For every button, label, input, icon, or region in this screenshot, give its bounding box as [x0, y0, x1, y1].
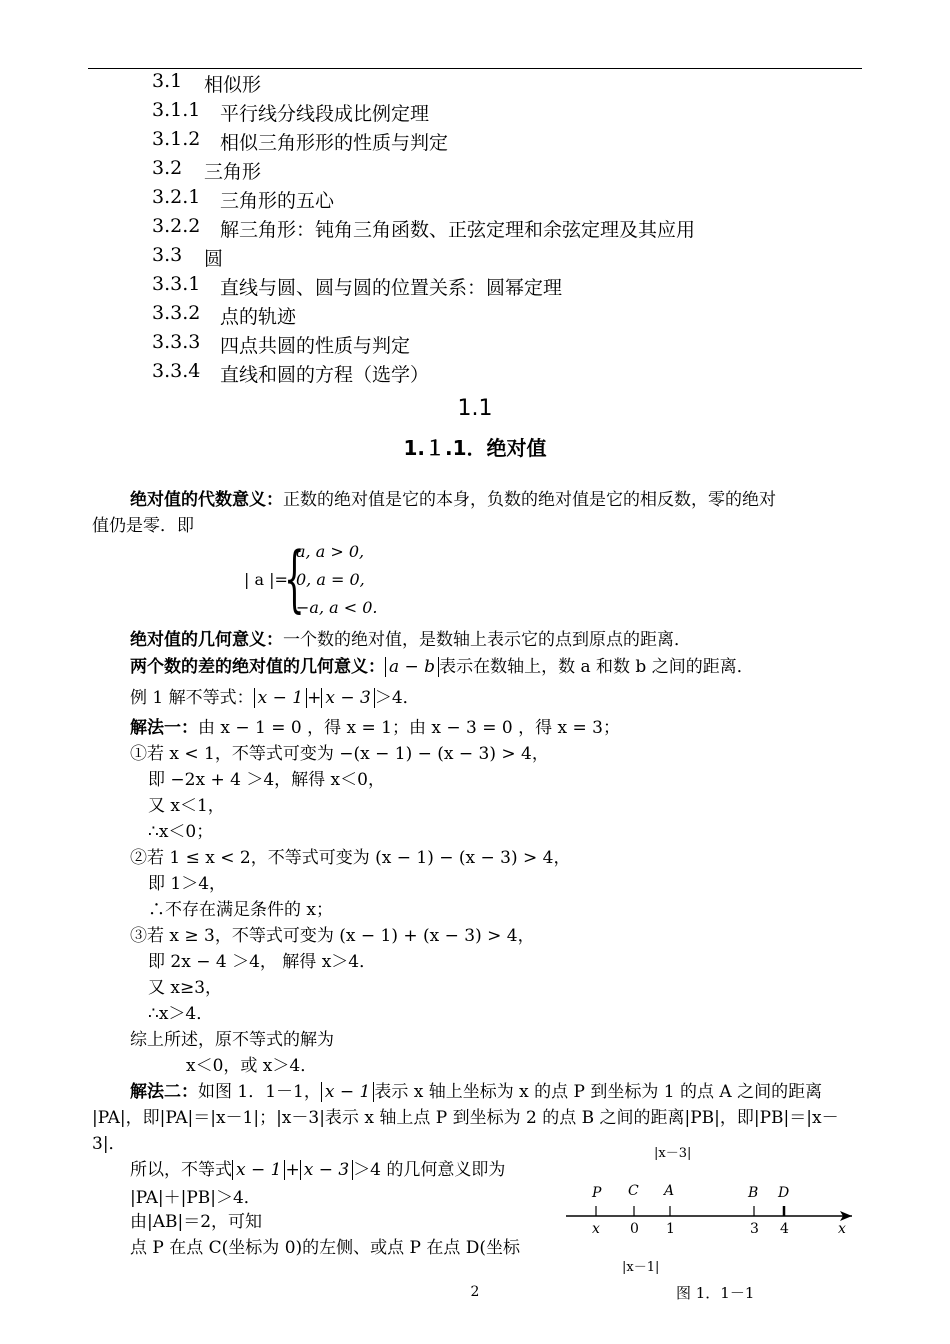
example-label: 例 1 [130, 688, 164, 708]
method1-line: 即 2x − 4 ＞4， 解得 x＞4． [148, 952, 377, 972]
method2-text: 所以，不等式 [130, 1160, 232, 1180]
section-heading: 1.１.1．绝对值 [403, 436, 547, 460]
toc-num: 3.1.1 [152, 99, 201, 121]
difference-text: 表示在数轴上，数 a 和数 b 之间的距离． [439, 657, 754, 677]
toc-num: 3.3.2 [152, 302, 201, 324]
toc-title: 圆 [204, 248, 224, 270]
example-1: 例 1 解不等式： x − 1 + x − 3 ＞4． [130, 688, 420, 708]
method2-text: 如图 1．1－1， [198, 1082, 321, 1102]
method2-text: 表示 x 轴上坐标为 x 的点 P 到坐标为 1 的点 A 之间的距离 [374, 1082, 823, 1102]
example-prompt: 解不等式： [168, 688, 254, 708]
method2-line-5: |PA|＋|PB|＞4． [130, 1188, 261, 1208]
point-label-c: C [628, 1183, 639, 1199]
header-rule [88, 68, 862, 69]
method1-intro-text: 由 x − 1 = 0 ，得 x = 1；由 x − 3 = 0 ，得 x = 3； [198, 718, 620, 738]
abs-term-1: x − 1 [254, 688, 307, 708]
geometric-meaning [130, 630, 691, 650]
piecewise-case-1: a, a > 0, [296, 542, 365, 561]
piecewise-case-3: −a, a < 0. [296, 598, 378, 617]
toc-title: 平行线分线段成比例定理 [220, 103, 430, 125]
toc-title: 相似三角形形的性质与判定 [220, 132, 449, 154]
algebraic-label: 绝对值的代数意义： [130, 490, 283, 510]
method1-label: 解法一： [130, 718, 198, 738]
algebraic-meaning [130, 490, 776, 510]
method1-line: ∴x＞4． [148, 1004, 214, 1024]
method1-line: ①若 x < 1，不等式可变为 −(x − 1) − (x − 3) > 4， [130, 744, 549, 764]
abs-term-2: x − 3 [300, 1160, 353, 1180]
method1-line: 综上所述，原不等式的解为 [130, 1030, 334, 1050]
toc-num: 3.2 [152, 157, 183, 179]
method1-line: 又 x≥3， [148, 978, 223, 998]
method2-line-3: 3|． [92, 1134, 126, 1154]
method1-line: 又 x＜1， [148, 796, 225, 816]
toc-title: 相似形 [204, 74, 262, 96]
method2-text: ＞4 的几何意义即为 [353, 1160, 506, 1180]
point-label-p: P [592, 1185, 602, 1201]
method1-line: 即 1＞4， [148, 874, 227, 894]
algebraic-text-cont: 值仍是零．即 [92, 516, 194, 536]
abs-term: x − 1 [321, 1082, 374, 1102]
page-number: 2 [470, 1284, 480, 1300]
toc-num: 3.1 [152, 70, 183, 92]
method1-line: x＜0，或 x＞4． [186, 1056, 318, 1076]
toc-title: 点的轨迹 [220, 306, 297, 328]
example-ineq-tail: ＞4． [374, 688, 420, 708]
method2-line-7: 点 P 在点 C(坐标为 0)的左侧、或点 P 在点 D(坐标 [130, 1238, 521, 1258]
algebraic-text: 正数的绝对值是它的本身，负数的绝对值是它的相反数，零的绝对 [283, 490, 776, 510]
tick-label: x [592, 1221, 600, 1237]
method2-line-6: 由|AB|＝2，可知 [130, 1212, 263, 1232]
tick-label: 1 [666, 1221, 675, 1237]
difference-meaning [130, 657, 754, 677]
abs-term-2: x − 3 [321, 688, 374, 708]
tick-label: 0 [630, 1221, 639, 1237]
tick-label: 3 [750, 1221, 759, 1237]
toc-num: 3.3.1 [152, 273, 201, 295]
number-line-figure [560, 1140, 860, 1280]
geometric-label: 绝对值的几何意义： [130, 630, 283, 650]
toc-num: 3.3 [152, 244, 183, 266]
chapter-heading: 1.1 [457, 396, 493, 421]
toc-title: 直线和圆的方程（选学） [220, 364, 430, 386]
toc-title: 解三角形：钝角三角函数、正弦定理和余弦定理及其应用 [220, 219, 696, 241]
method1-intro [130, 718, 620, 738]
toc-num: 3.2.1 [152, 186, 201, 208]
toc-title: 三角形的五心 [220, 190, 335, 212]
axis-label: x [838, 1221, 846, 1237]
toc-num: 3.1.2 [152, 128, 201, 150]
fig-label-top: |x－3| [654, 1146, 692, 1161]
piecewise-case-2: 0, a = 0, [296, 570, 365, 589]
toc-title: 直线与圆、圆与圆的位置关系：圆幂定理 [220, 277, 563, 299]
method2-label: 解法二： [130, 1082, 198, 1102]
method1-line: ∴x＜0； [148, 822, 214, 842]
method1-line: ③若 x ≥ 3，不等式可变为 (x − 1) + (x − 3) > 4， [130, 926, 535, 946]
fig-label-bottom: |x－1| [622, 1260, 660, 1275]
tick-label: 4 [780, 1221, 789, 1237]
point-label-b: B [748, 1185, 759, 1201]
point-label-a: A [664, 1183, 675, 1199]
abs-term-1: x − 1 [232, 1160, 285, 1180]
point-label-d: D [778, 1185, 790, 1201]
difference-label: 两个数的差的绝对值的几何意义： [130, 657, 385, 677]
method1-line: 即 −2x + 4 ＞4，解得 x＜0， [148, 770, 385, 790]
method1-line: ∴不存在满足条件的 x； [148, 900, 333, 920]
difference-expression: a − b [385, 657, 439, 677]
method1-line: ②若 1 ≤ x < 2，不等式可变为 (x − 1) − (x − 3) > 4， [130, 848, 571, 868]
toc-title: 四点共圆的性质与判定 [220, 335, 411, 357]
method2-line-1 [130, 1082, 822, 1102]
piecewise-lhs: | a |= [244, 570, 288, 589]
method2-line-4: 所以，不等式 x − 1 + x − 3 ＞4 的几何意义即为 [130, 1160, 506, 1180]
toc-num: 3.2.2 [152, 215, 201, 237]
geometric-text: 一个数的绝对值，是数轴上表示它的点到原点的距离． [283, 630, 691, 650]
toc-num: 3.3.4 [152, 360, 201, 382]
figure-caption: 图 1．1－1 [676, 1284, 755, 1302]
piecewise-brace: { [284, 536, 305, 620]
method2-line-2: |PA|，即|PA|＝|x－1|；|x－3|表示 x 轴上点 P 到坐标为 2 的点 B 之间的距离|PB|，即|PB|＝|x－ [92, 1108, 839, 1128]
toc-title: 三角形 [204, 161, 262, 183]
toc-num: 3.3.3 [152, 331, 201, 353]
